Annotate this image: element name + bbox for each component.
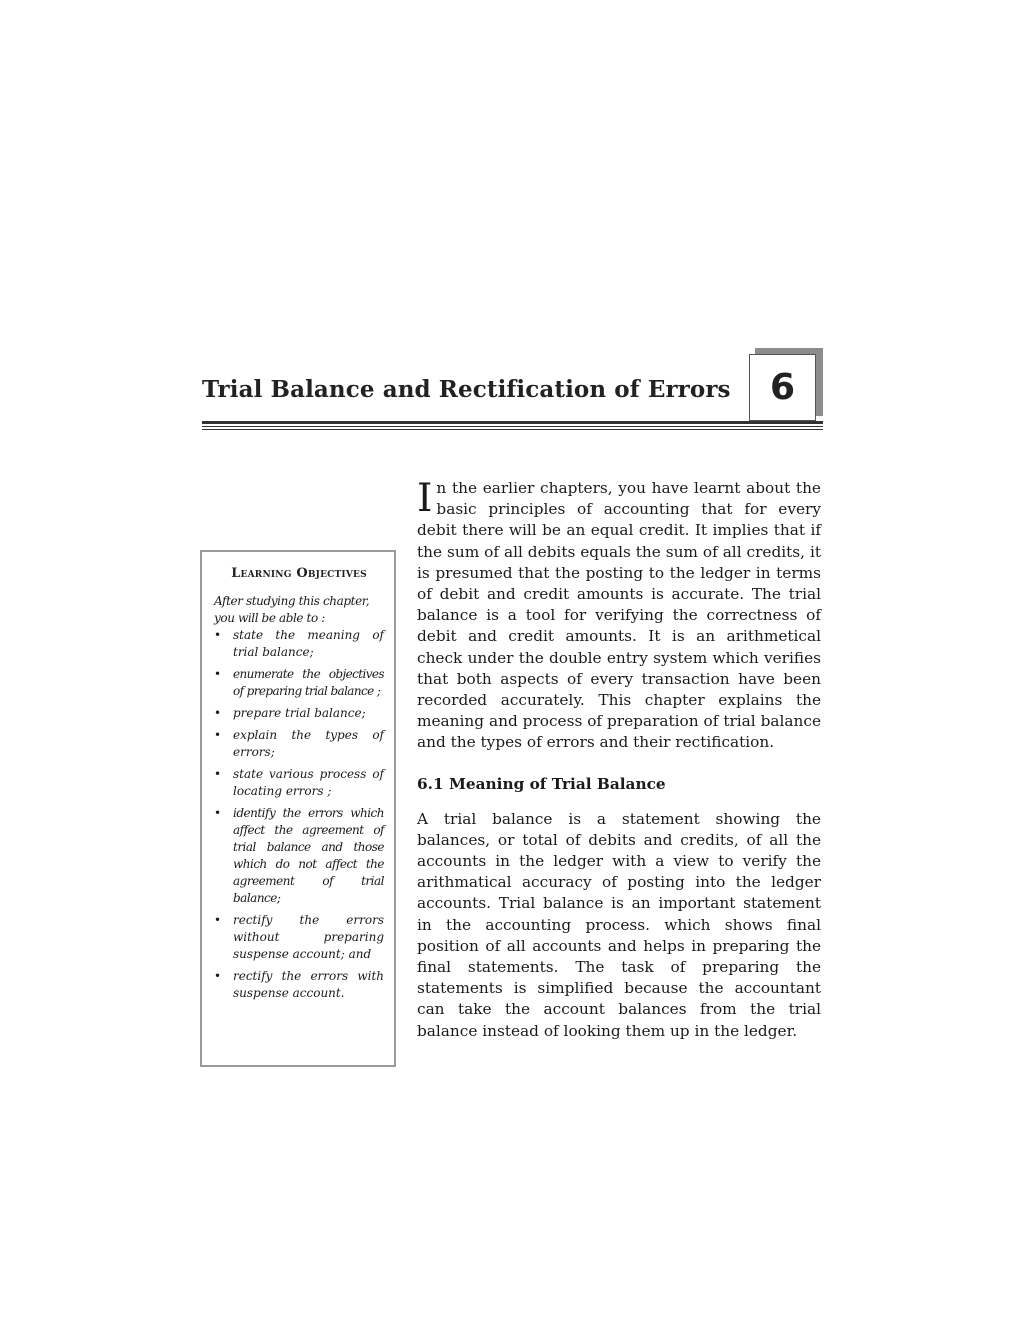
objective-item (214, 805, 384, 907)
objectives-intro: After studying this chapter, you will be able to : (214, 594, 370, 625)
intro-paragraph (417, 478, 821, 754)
objective-item (214, 727, 384, 761)
bullet-icon: • (214, 767, 222, 781)
section-heading: 6.1 Meaning of Trial Balance (417, 774, 666, 793)
objective-text: state the meaning of trial balance; (233, 628, 384, 659)
bullet-icon: • (214, 913, 222, 927)
bullet-icon: • (214, 667, 222, 681)
objectives-list (214, 627, 384, 1002)
objective-item (214, 766, 384, 800)
chapter-number-box (749, 354, 816, 421)
intro-text: n the earlier chapters, you have learnt about the basic principles of accounting that for every debit there will be an equal credit. It implies that if the sum of all debits equals the sum of all credits, it is presumed that the posting to the ledger in terms of debit and credit amounts is accurate. The trial balance is a tool for verifying the correctness of debit and credit amounts. It is an arithmetical check under the double entry system which verifies that both aspects of every transaction have been recorded accurately. This chapter explains the meaning and process of preparation of trial balance and the types of errors and their rectification. (417, 479, 821, 752)
objective-item (214, 627, 384, 661)
main-text-column (417, 478, 821, 1042)
section-paragraph: A trial balance is a statement showing the balances, or total of debits and credits, of all the accounts in the ledger with a view to verify the arithmatical accuracy of posting into the ledger accounts. Trial balance is an important statement in the accounting process. which shows final position of all accounts and helps in preparing the final statements. The task of preparing the statements is simplified because the accountant can take the account balances from the trial balance instead of looking them up in the ledger. (417, 809, 821, 1040)
objective-item (214, 666, 384, 700)
drop-cap: I (417, 476, 433, 521)
bullet-icon: • (214, 628, 222, 642)
objective-text: state various process of locating errors ; (233, 767, 384, 798)
objectives-heading: Learning Objectives (231, 566, 367, 581)
objective-text: explain the types of errors; (233, 728, 384, 759)
chapter-title: Trial Balance and Rectification of Errors (202, 376, 731, 403)
bullet-icon: • (214, 728, 222, 742)
bullet-icon: • (214, 969, 222, 983)
objective-text: rectify the errors without preparing suspense account; and (233, 913, 384, 961)
bullet-icon: • (214, 706, 222, 720)
objective-text: enumerate the objectives of preparing trial balance ; (233, 667, 384, 698)
objective-text: identify the errors which affect the agreement of trial balance and those which do not affect the agreement of trial balance; (233, 806, 384, 905)
heading-rule-thin-1 (202, 426, 823, 427)
objective-item (214, 968, 384, 1002)
objective-item (214, 912, 384, 963)
heading-rule-thick (202, 421, 823, 424)
objective-item (214, 705, 384, 722)
heading-rule-thin-2 (202, 429, 823, 430)
learning-objectives-box (200, 550, 396, 1067)
objective-text: rectify the errors with suspense account. (233, 969, 384, 1000)
chapter-number: 6 (769, 367, 796, 408)
objective-text: prepare trial balance; (233, 706, 366, 720)
bullet-icon: • (214, 806, 222, 820)
